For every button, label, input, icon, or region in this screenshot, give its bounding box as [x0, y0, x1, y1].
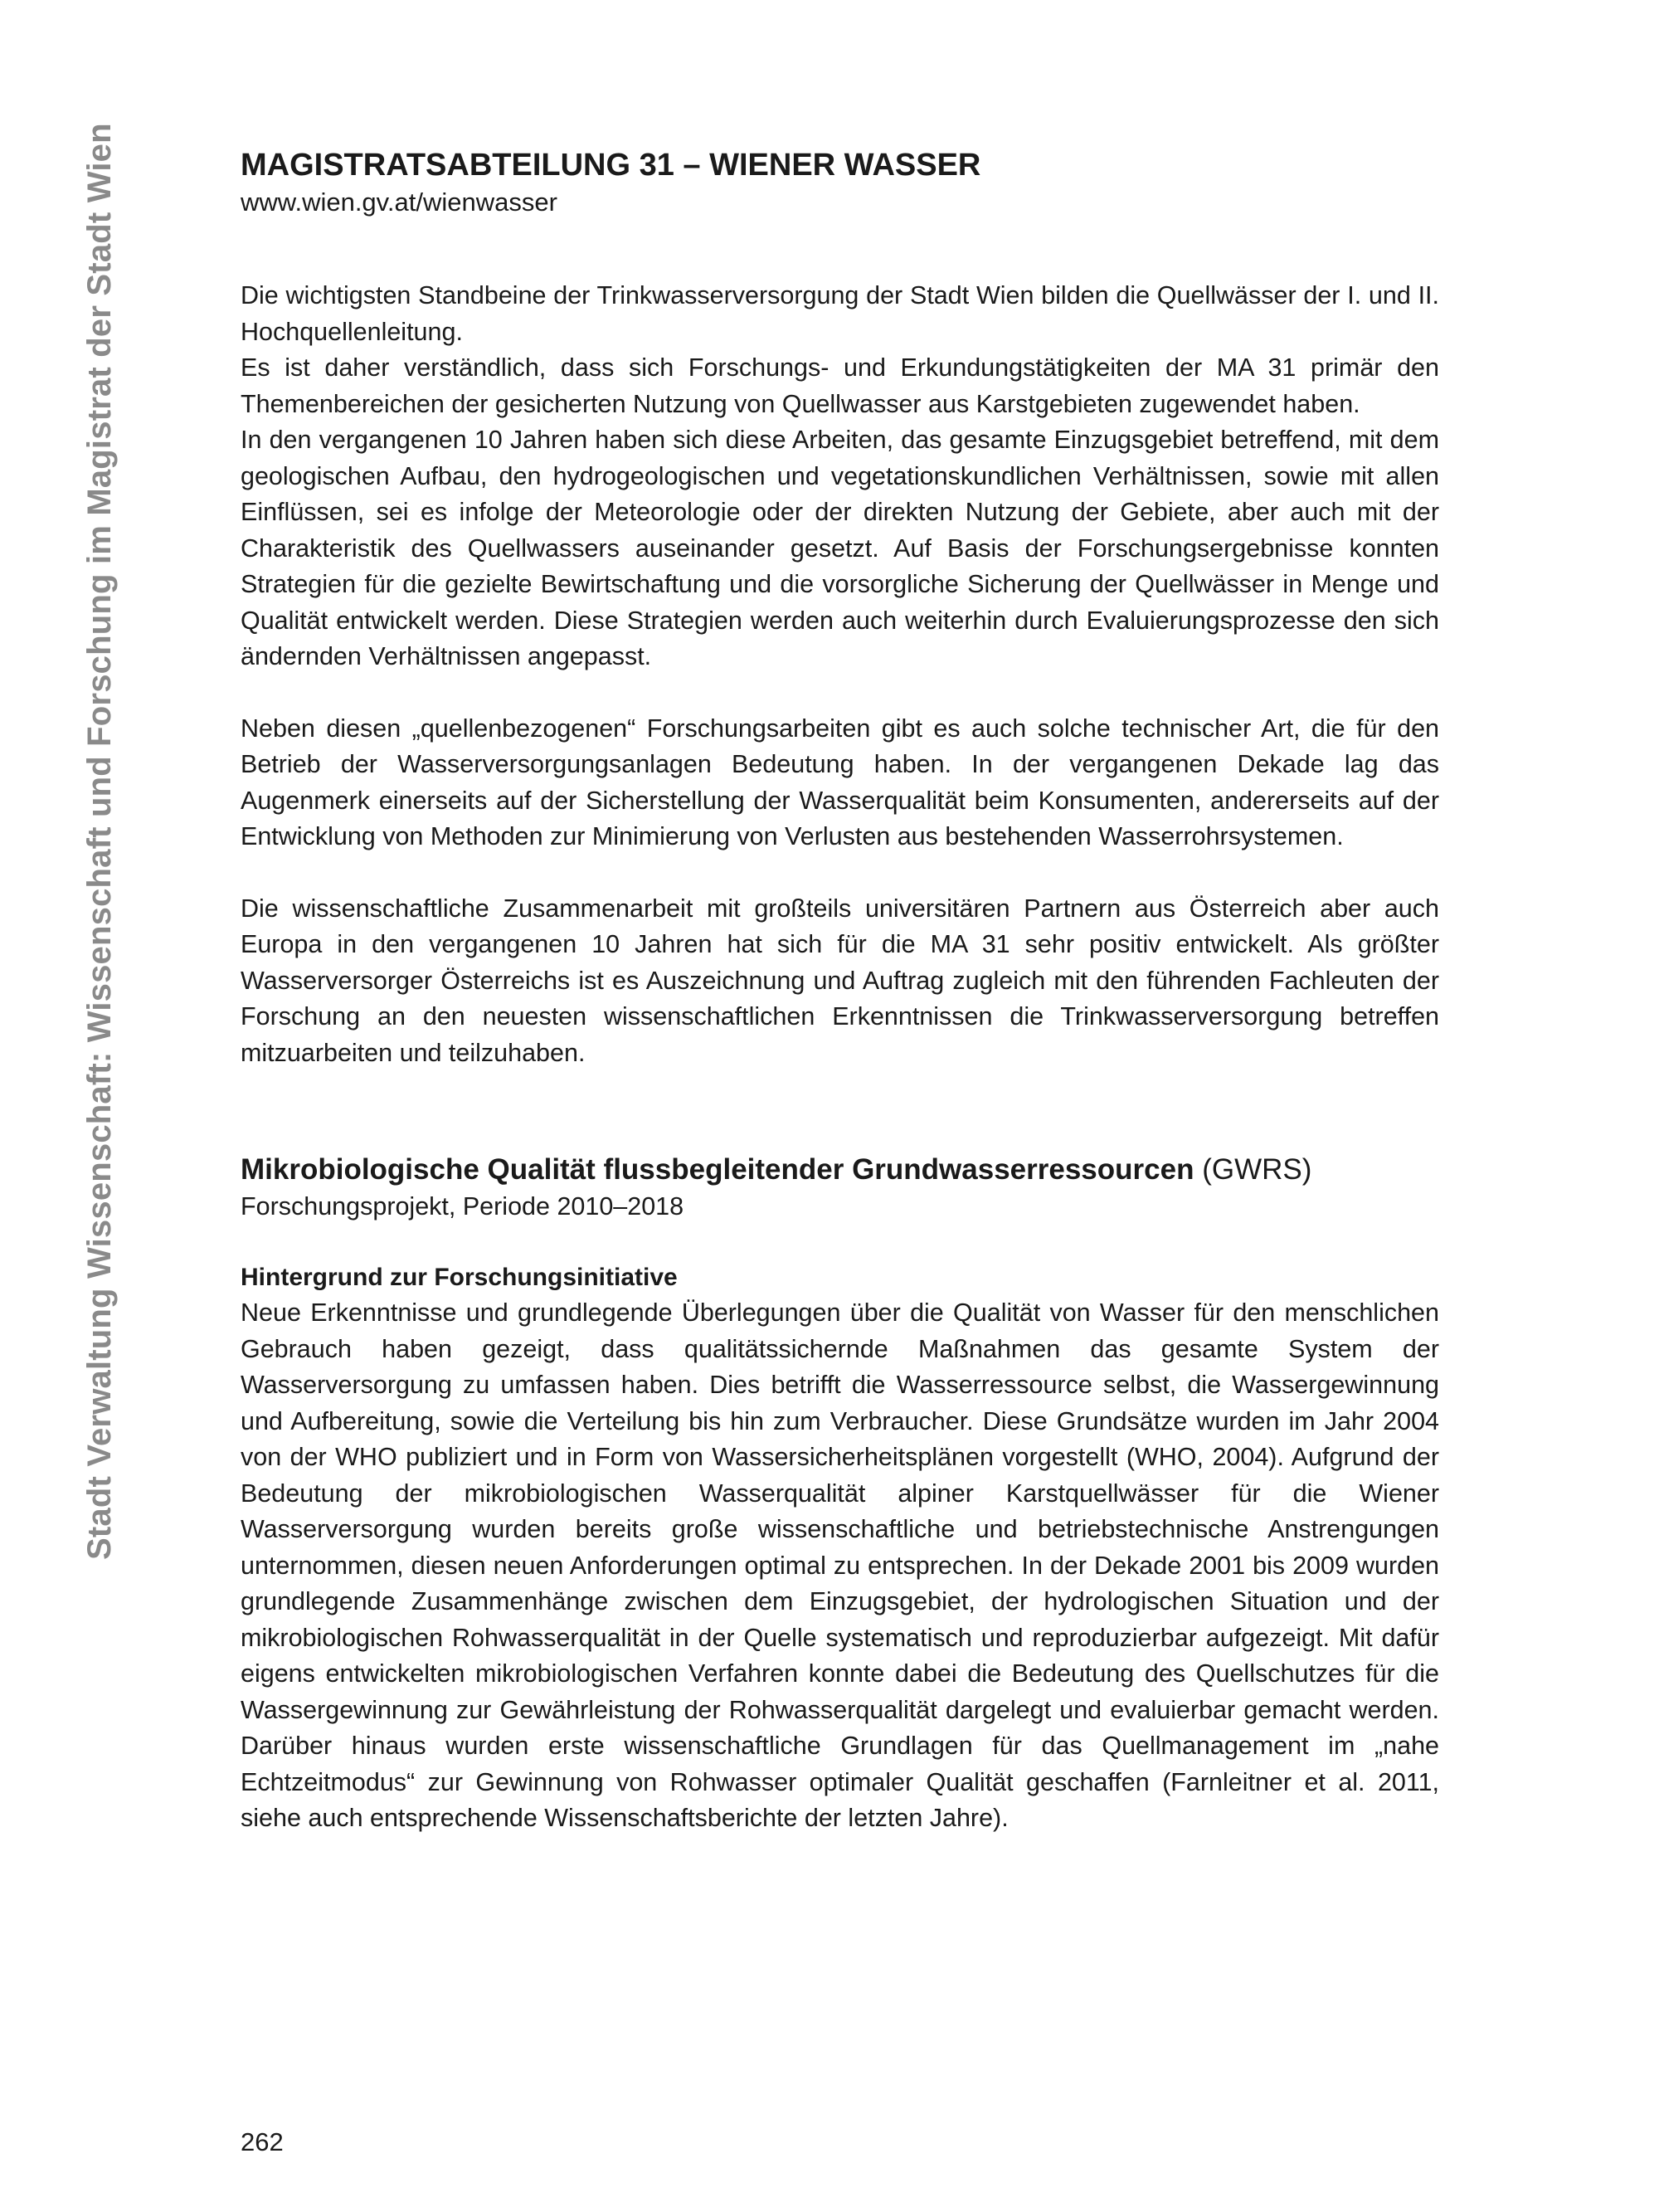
page-number: 262 — [241, 2127, 284, 2156]
intro-paragraph-5: Die wissenschaftliche Zusammenarbeit mit großteils universitären Partnern aus Österreich aber auch Europa in den vergangenen 10 Jahren hat sich für die MA 31 sehr positiv entwickelt. Als größter Wasserversorger Österreichs ist es Auszeichnung und Auftrag zugleich mit den führenden Fachleuten der Forschung an den neuesten wissenschaftlichen Erkenntnissen die Trinkwasserversorgung betreffen mitzuarbeiten und teilzuhaben. — [241, 894, 1439, 1067]
running-title: Stadt Verwaltung Wissenschaft: Wissenschaft und Forschung im Magistrat der Stadt Wien — [81, 123, 118, 1560]
intro-paragraph-4: Neben diesen „quellenbezogenen“ Forschungsarbeiten gibt es auch solche technischer Art, die für den Betrieb der Wasserversorgungsanlagen Bedeutung haben. In der vergangenen Dekade lag das Augenmerk einerseits auf der Sicherstellung der Wasserqualität beim Konsumenten, andererseits auf der Entwicklung von Methoden zur Minimierung von Verlusten aus bestehenden Wasserrohrsystemen. — [241, 714, 1439, 850]
intro-paragraph-2: Es ist daher verständlich, dass sich Forschungs- und Erkundungstätigkeiten der MA 31 primär den Themenbereichen der gesicherten Nutzung von Quellwasser aus Karstgebieten zugewendet haben. — [241, 353, 1439, 418]
page-content — [241, 145, 1439, 1837]
section-heading-bold: Mikrobiologische Qualität flussbegleitender Grundwasserressourcen — [241, 1153, 1194, 1186]
intro-paragraph-1: Die wichtigsten Standbeine der Trinkwasserversorgung der Stadt Wien bilden die Quellwässer der I. und II. Hochquellenleitung. — [241, 281, 1439, 346]
paragraph-spacer — [241, 675, 1439, 711]
paragraph-spacer — [241, 855, 1439, 891]
section-body: Neue Erkenntnisse und grundlegende Überlegungen über die Qualität von Wasser für den menschlichen Gebrauch haben gezeigt, dass qualitätssichernde Maßnahmen das gesamte System der Wasserversorgung zu umfassen haben. Dies betrifft die Wasserressource selbst, die Wassergewinnung und Aufbereitung, sowie die Verteilung bis hin zum Verbraucher. Diese Grundsätze wurden im Jahr 2004 von der WHO publiziert und in Form von Wassersicherheitsplänen vorgestellt (WHO, 2004). Aufgrund der Bedeutung der mikrobiologischen Wasserqualität alpiner Karstquellwässer für die Wiener Wasserversorgung wurden bereits große wissenschaftliche und betriebstechnische Anstrengungen unternommen, diesen neuen Anforderungen optimal zu entsprechen. In der Dekade 2001 bis 2009 wurden grundlegende Zusammenhänge zwischen dem Einzugsgebiet, der hydrologischen Situation und der mikrobiologischen Rohwasserqualität in der Quelle systematisch und reproduzierbar aufgezeigt. Mit dafür eigens entwickelten mikrobiologischen Verfahren konnte dabei die Bedeutung des Quellschutzes für die Wassergewinnung zur Gewährleistung der Rohwasserqualität dargelegt und evaluierbar gemacht werden. Darüber hinaus wurden erste wissenschaftliche Grundlagen für das Quellmanagement im „nahe Echtzeitmodus“ zur Gewinnung von Rohwasser optimaler Qualität geschaffen (Farnleitner et al. 2011, siehe auch entsprechende Wissenschaftsberichte der letzten Jahre). — [241, 1298, 1439, 1832]
intro-paragraph-3: In den vergangenen 10 Jahren haben sich diese Arbeiten, das gesamte Einzugsgebiet betreffend, mit dem geologischen Aufbau, den hydrogeologischen und vegetationskundlichen Verhältnissen, sowie mit allen Einflüssen, sei es infolge der Meteorologie oder der direkten Nutzung der Gebiete, aber auch mit der Charakteristik des Quellwassers auseinander gesetzt. Auf Basis der Forschungsergebnisse konnten Strategien für die gezielte Bewirtschaftung und die vorsorgliche Sicherung der Quellwässer in Menge und Qualität entwickelt werden. Diese Strategien werden auch weiterhin durch Evaluierungsprozesse den sich ändernden Verhältnissen angepasst. — [241, 426, 1439, 670]
section-heading-suffix: (GWRS) — [1194, 1153, 1312, 1186]
section-heading — [241, 1151, 1439, 1189]
page-title: MAGISTRATSABTEILUNG 31 – WIENER WASSER — [241, 148, 981, 183]
website-url[interactable]: www.wien.gv.at/wienwasser — [241, 188, 557, 217]
subsection-heading: Hintergrund zur Forschungsinitiative — [241, 1264, 678, 1291]
section-subtitle: Forschungsprojekt, Periode 2010–2018 — [241, 1192, 684, 1220]
